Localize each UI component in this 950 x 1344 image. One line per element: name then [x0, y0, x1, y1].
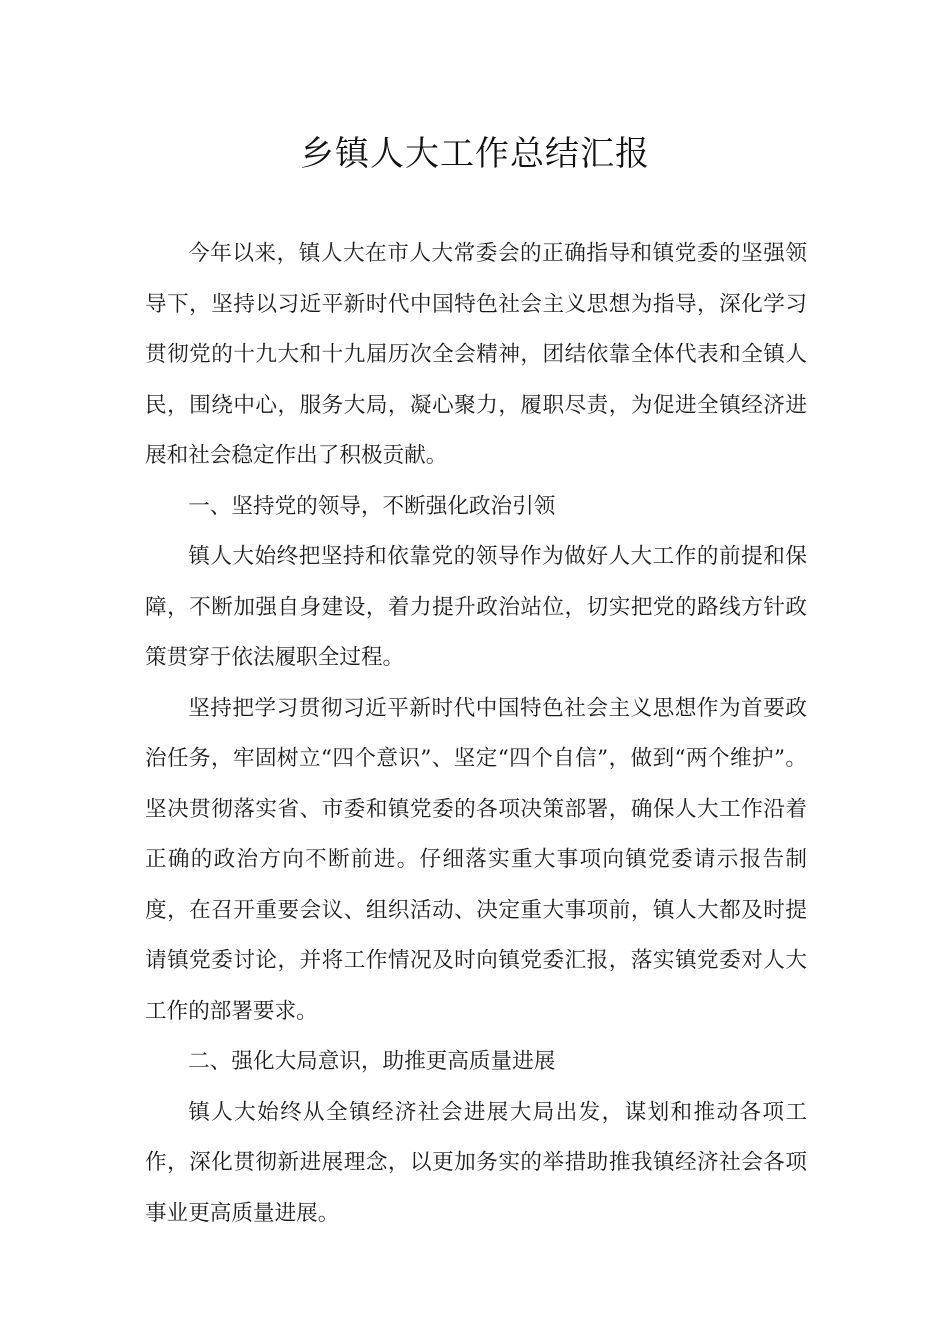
- section-1-paragraph-2: 坚持把学习贯彻习近平新时代中国特色社会主义思想作为首要政治任务，牢固树立“四个意识”、坚定“四个自信”，做到“两个维护”。坚决贯彻落实省、市委和镇党委的各项决策部署，确保人大工作沿着正确的政治方向不断前进。仔细落实重大事项向镇党委请示报告制度，在召开重要会议、组织活动、决定重大事项前，镇人大都及时提请镇党委讨论，并将工作情况及时向镇党委汇报，落实镇党委对人大工作的部署要求。: [145, 695, 807, 1024]
- intro-paragraph: 今年以来，镇人大在市人大常委会的正确指导和镇党委的坚强领导下，坚持以习近平新时代中国特色社会主义思想为指导，深化学习贯彻党的十九大和十九届历次全会精神，团结依靠全体代表和全镇人民，围绕中心，服务大局，凝心聚力，履职尽责，为促进全镇经济进展和社会稳定作出了积极贡献。: [145, 241, 807, 468]
- document-body: [145, 229, 807, 1239]
- section-1-paragraph-1: 镇人大始终把坚持和依靠党的领导作为做好人大工作的前提和保障，不断加强自身建设，着力提升政治站位，切实把党的路线方针政策贯穿于依法履职全过程。: [145, 544, 807, 670]
- section-heading-2: 二、强化大局意识，助推更高质量进展: [188, 1049, 556, 1074]
- section-2-paragraph-1: 镇人大始终从全镇经济社会进展大局出发，谋划和推动各项工作，深化贯彻新进展理念，以更加务实的举措助推我镇经济社会各项事业更高质量进展。: [145, 1099, 807, 1226]
- section-heading-1: 一、坚持党的领导，不断强化政治引领: [188, 493, 556, 519]
- document-title: 乡镇人大工作总结汇报: [300, 134, 650, 174]
